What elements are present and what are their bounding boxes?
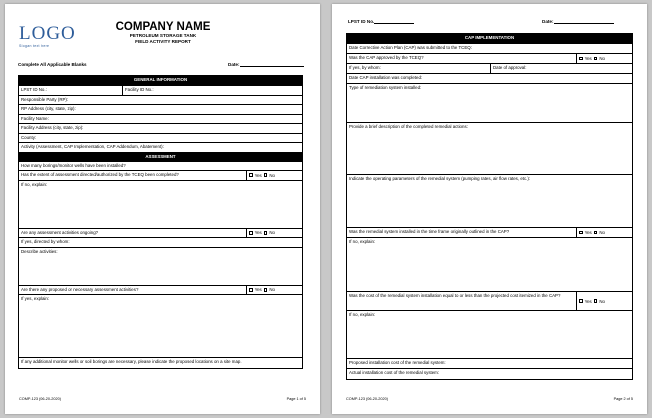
activity-field[interactable] <box>19 143 302 153</box>
date-label: Date: <box>542 19 554 24</box>
cap-header <box>347 34 632 44</box>
date-field[interactable] <box>542 19 614 24</box>
field-label: Type of remediation system installed: <box>349 85 422 90</box>
question-label: Was the remedial system installed in the time frame originally outlined in the CAP? <box>349 229 510 234</box>
company-header <box>93 21 233 45</box>
yes-no-choice <box>246 286 302 295</box>
note-text: If any additional monitor wells or soil borings are necessary, please indicate the proposed locations on a site map. <box>21 359 242 364</box>
actual-cost-field[interactable] <box>347 369 632 379</box>
section-title: ASSESSMENT <box>145 153 176 159</box>
no-checkbox[interactable] <box>594 57 598 61</box>
county-field[interactable] <box>19 134 302 144</box>
yes-checkbox[interactable] <box>579 231 583 235</box>
proposed-explain-area[interactable] <box>19 295 302 358</box>
form-page-1 <box>5 4 320 414</box>
lpst-input-line[interactable] <box>374 19 414 24</box>
directed-by-field[interactable] <box>19 238 302 248</box>
field-label: Date Corrective Action Plan (CAP) was submitted to the TCEQ: <box>349 45 472 50</box>
field-label: Describe activities: <box>21 248 58 254</box>
no-label: No <box>599 298 605 304</box>
yes-no-choice <box>246 229 302 238</box>
date-label: Date: <box>228 62 240 67</box>
page1-form-table <box>18 75 303 369</box>
yes-no-choice <box>576 228 632 237</box>
responsible-party-field[interactable] <box>19 96 302 106</box>
form-code: COMP-123 (06-20-2020) <box>19 397 61 401</box>
company-logo <box>19 24 76 48</box>
logo-text: LOGO <box>19 23 76 44</box>
lpst-id-header-field[interactable] <box>348 19 414 24</box>
question-label: Are there any proposed or necessary assessment activities? <box>21 286 139 292</box>
yes-checkbox[interactable] <box>249 231 253 235</box>
field-label: RP Address (city, state, zip): <box>21 106 76 111</box>
ongoing-question-row <box>19 229 302 239</box>
yes-checkbox[interactable] <box>579 299 583 303</box>
field-label: Provide a brief description of the completed remedial actions: <box>349 124 468 129</box>
field-label: If no, explain: <box>349 312 376 317</box>
form-subtitle-1: PETROLEUM STORAGE TANK <box>129 33 197 38</box>
form-subtitle-2: FIELD ACTIVITY REPORT <box>135 39 191 44</box>
company-name: COMPANY NAME <box>115 21 211 33</box>
lpst-id-field[interactable]: LPST ID No.: <box>21 87 47 92</box>
yes-label: Yes <box>584 56 592 61</box>
no-checkbox[interactable] <box>264 288 268 292</box>
yes-label: Yes <box>254 287 262 293</box>
page-number: Page 2 of 5 <box>613 397 633 401</box>
date-field[interactable] <box>228 62 304 67</box>
field-label: Actual installation cost of the remedial system: <box>349 370 440 375</box>
question-label: Has the extent of assessment directed/authorized by the TCEQ been completed? <box>21 172 179 177</box>
approved-by-field[interactable]: If yes, by whom: <box>349 65 381 70</box>
borings-field[interactable] <box>19 162 302 172</box>
section-title: GENERAL INFORMATION <box>133 77 188 82</box>
general-info-header <box>19 76 302 86</box>
yes-no-choice <box>246 171 302 180</box>
system-type-area[interactable] <box>347 84 632 123</box>
question-label: Was the CAP approved by the TCEQ? <box>349 55 424 60</box>
instructions-text: Complete All Applicable Blanks <box>18 62 87 67</box>
yes-checkbox[interactable] <box>249 288 253 292</box>
no-checkbox[interactable] <box>594 231 598 235</box>
field-label: Facility Address (city, state, zip): <box>21 125 84 130</box>
extent-question-row <box>19 171 302 181</box>
field-label: If yes, directed by whom: <box>21 239 70 244</box>
timeframe-row <box>347 228 632 238</box>
yes-checkbox[interactable] <box>249 173 253 177</box>
describe-activities-area[interactable] <box>19 248 302 286</box>
date-input-line[interactable] <box>554 19 614 24</box>
field-label: County: <box>21 134 37 140</box>
field-label: If no, explain: <box>21 181 48 187</box>
no-checkbox[interactable] <box>264 231 268 235</box>
timeframe-explain-area[interactable] <box>347 238 632 292</box>
facility-address-field[interactable] <box>19 124 302 134</box>
lpst-label: LPST ID No. <box>348 19 375 24</box>
approval-date-field[interactable]: Date of approval: <box>490 64 632 73</box>
field-label: Date CAP installation was completed: <box>349 75 423 80</box>
page-number: Page 1 of 5 <box>286 397 306 401</box>
date-input-line[interactable] <box>240 62 304 67</box>
question-label: Are any assessment activities ongoing? <box>21 229 99 235</box>
field-label: How many borings/monitor wells have been installed? <box>21 162 126 168</box>
proposed-question-row <box>19 286 302 296</box>
yes-no-choice <box>576 54 632 63</box>
no-checkbox[interactable] <box>264 173 268 177</box>
yes-label: Yes <box>254 172 262 178</box>
cap-approved-row <box>347 54 632 64</box>
cost-question-row <box>347 292 632 311</box>
field-label: Proposed installation cost of the remedial system: <box>349 360 446 365</box>
field-label: If yes, explain: <box>21 296 50 301</box>
facility-id-field[interactable]: Facility ID No.: <box>122 86 302 95</box>
page2-form-table <box>346 33 633 380</box>
yes-checkbox[interactable] <box>579 57 583 61</box>
id-row <box>19 86 302 96</box>
assessment-header <box>19 153 302 162</box>
field-label: Responsible Party (RP): <box>21 96 69 102</box>
no-label: No <box>269 287 275 293</box>
question-label: Was the cost of the remedial system installation equal to or less than the projected cost itemized in the CAP? <box>349 293 561 298</box>
no-label: No <box>269 230 275 236</box>
facility-name-field[interactable] <box>19 115 302 125</box>
yes-label: Yes <box>254 230 262 236</box>
form-page-2 <box>332 4 647 414</box>
additional-note-row <box>19 358 302 368</box>
cost-explain-area[interactable] <box>347 311 632 359</box>
field-label: Indicate the operating parameters of the remedial system (pumping rates, air flow rates, etc.): <box>349 176 531 181</box>
form-code: COMP-123 (06-20-2020) <box>346 397 388 401</box>
yes-label: Yes <box>584 298 592 304</box>
install-completed-field[interactable] <box>347 74 632 84</box>
yes-no-choice <box>576 292 632 310</box>
section-title: CAP IMPLEMENTATION <box>464 35 515 40</box>
rp-address-field[interactable] <box>19 105 302 115</box>
logo-tagline: Slogan text here <box>19 44 50 48</box>
extent-explain-area[interactable] <box>19 181 302 229</box>
approval-row <box>347 64 632 74</box>
field-label: Facility Name: <box>21 115 49 121</box>
yes-label: Yes <box>584 230 592 235</box>
no-label: No <box>599 56 605 61</box>
cap-submitted-field[interactable] <box>347 44 632 54</box>
remedial-actions-area[interactable] <box>347 123 632 175</box>
no-checkbox[interactable] <box>594 299 598 303</box>
no-label: No <box>269 172 275 178</box>
field-label: Activity (Assessment, CAP Implementation, CAP Addendum, Abatement): <box>21 144 164 149</box>
proposed-cost-field[interactable] <box>347 359 632 369</box>
operating-params-area[interactable] <box>347 175 632 228</box>
field-label: If no, explain: <box>349 239 376 244</box>
no-label: No <box>599 230 605 235</box>
